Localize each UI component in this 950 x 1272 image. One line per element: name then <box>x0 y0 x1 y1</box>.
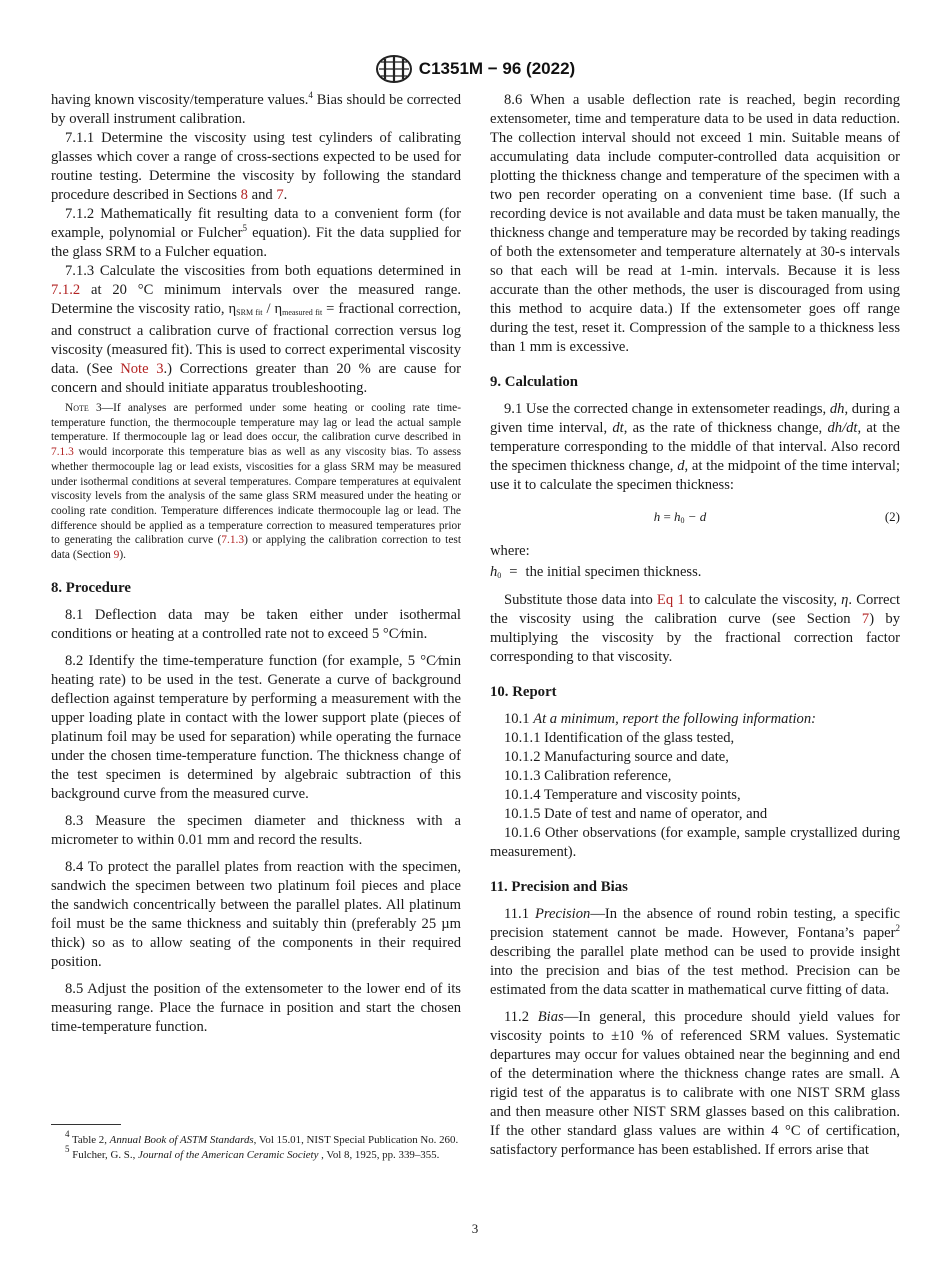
ref-7-1-2-link[interactable]: 7.1.2 <box>51 282 81 298</box>
paragraph-8-4: 8.4 To protect the parallel plates from reaction with the specimen, sandwich the specimen between two platinum foil pieces and place the sandwich concentrically between the parallel plates. All platinum foil must be the same thickness and suitably thin (preferably 25 µm thick) so as to allow seating of the components in their required position. <box>51 858 461 970</box>
note-section-9-link[interactable]: 9 <box>113 549 120 562</box>
right-column <box>490 91 900 1160</box>
equation-number: (2) <box>884 509 900 524</box>
variable-symbol: h0 <box>490 564 502 580</box>
heading-report: 10. Report <box>490 684 557 700</box>
document-id: C1351M − 96 (2022) <box>418 59 576 78</box>
note-ref-7-1-3-link[interactable]: 7.1.3 <box>51 446 74 459</box>
page-number: 3 <box>471 1221 479 1236</box>
paragraph-11-2: 11.2 Bias—In general, this procedure should yield values for viscosity points to ±10 % of referenced SRM values. Systematic departures may occur for values obtained near the beginning and end of the determination where the thickness change rates are small. A rigid test of the apparatus is to calibrate with one NIST SRM glass and then measure other NIST SRM glasses based on this calibration. If the other standard glass values are within 4 °C of certification, satisfactory performance has been established. If errors arise that <box>490 1009 900 1158</box>
section-8-link[interactable]: 8 <box>240 187 248 203</box>
variable-equals: = <box>509 564 518 580</box>
section-7-link-2[interactable]: 7 <box>861 611 870 627</box>
variable-definition <box>490 563 900 585</box>
note-3: Note 3—If analyses are performed under some heating or cooling rate time-temperature function, the thermocouple temperature may lag or lead the actual sample temperature. If thermocouple lag or lead does occur, the calibration curve described in 7.1.3 would incorporate this temperature bias as well as any viscosity bias. To assess whether thermocouple lag or lead exists, viscosities for a glass SRM may be measured under isothermal conditions at several temperatures. Compare temperatures at equivalent viscosity levels from the analysis of the same glass SRM measured under the heating or cooling rate condition. Temperature differences indicate thermocouple lag or lead. The difference should be applied as a temperature correction to measured temperatures prior to generating the calibration curve (7.1.3) or applying the calibration correction to test data (Section 9). <box>51 402 461 562</box>
equation-2 <box>490 507 900 530</box>
paragraph-8-1: 8.1 Deflection data may be taken either under isothermal conditions or heating at a controlled rate not to exceed 5 °C⁄min. <box>51 606 461 642</box>
paragraph-7-1-1: 7.1.1 Determine the viscosity using test cylinders of calibrating glasses which cover a range of cross-sections expected to be used for routine testing. Determine the viscosity by following the standard procedure described in Sections 8 and 7. <box>51 130 461 203</box>
report-10-1-3: 10.1.3 Calibration reference, <box>504 768 672 784</box>
note-3-link[interactable]: Note 3 <box>120 361 164 377</box>
paragraph-8-6: 8.6 When a usable deflection rate is reached, begin recording extensometer, time and temperature data to be used in data reduction. The collection interval should not exceed 1 min. Suitable means of accumulating data include computer-controlled data acquisition or plotting the thickness change and temperature of the specimen with a two pen recorder operating on a convenient time base. (If such a recording device is not available and data must be taken manually, the thickness change and temperature may be recorded by taking readings of both the extensometer and temperature alternately at 30-s intervals so that each will be read at 1-min. intervals. Because it is less accurate than the other methods, the user is discouraged from using this method to acquire data.) If the extensometer goes off range during the test, reset it. Compression of the sample to a thickness less than 1 mm is excessive. <box>490 92 900 355</box>
paragraph-8-2: 8.2 Identify the time-temperature function (for example, 5 °C⁄min heating rate) to be used in the test. Generate a curve of background deflection against temperature by performing a measurement with the upper loading plate in contact with the lower support plate (pieces of platinum foil may be used for separation) while operating the furnace under the chosen time-temperature function. The thickness change of the test specimen is determined by algebraic subtraction of this background curve from the measured curve. <box>51 652 461 802</box>
variable-meaning: the initial specimen thickness. <box>525 564 702 580</box>
report-10-1-1: 10.1.1 Identification of the glass tested, <box>504 730 735 746</box>
left-column <box>51 91 461 1037</box>
footnote-4: $^4$ Table 2, Annual Book of ASTM Standards, Vol 15.01, NIST Special Publication No. 260. <box>65 1129 459 1146</box>
paragraph-8-5: 8.5 Adjust the position of the extensometer to the lower end of its measuring range. Place the furnace in position and start the chosen time-temperature function. <box>51 980 461 1035</box>
page-header <box>0 54 950 84</box>
paragraph-intro: having known viscosity/temperature values.$^4$ Bias should be corrected by overall instrument calibration. <box>51 90 462 127</box>
heading-procedure: 8. Procedure <box>51 579 131 596</box>
heading-calculation: 9. Calculation <box>490 374 578 390</box>
report-10-1: 10.1 At a minimum, report the following information: <box>504 711 817 727</box>
eq-1-link[interactable]: Eq 1 <box>656 592 685 608</box>
footnote-divider <box>51 1124 121 1125</box>
section-7-link[interactable]: 7 <box>276 187 284 203</box>
paragraph-9-1: 9.1 Use the corrected change in extensometer readings, dh, during a given time interval, dt, as the rate of thickness change, dh/dt, at the temperature corresponding to the middle of that interval. Also record the specimen thickness change, d, at the midpoint of the time interval; use it to calculate the specimen thickness: <box>490 401 900 493</box>
where-label: where: <box>490 543 530 559</box>
heading-precision-bias: 11. Precision and Bias <box>490 879 628 895</box>
equation-body: h = h0 − d <box>653 509 707 525</box>
footnote-5: $^5$ Fulcher, G. S., Journal of the American Ceramic Society , Vol 8, 1925, pp. 339–355. <box>65 1143 440 1161</box>
note-ref-7-1-3-link-2[interactable]: 7.1.3 <box>221 534 245 547</box>
report-10-1-4: 10.1.4 Temperature and viscosity points, <box>504 787 741 803</box>
report-10-1-6: 10.1.6 Other observations (for example, sample crystallized during measurement). <box>490 825 900 860</box>
paragraph-8-3: 8.3 Measure the specimen diameter and thickness with a micrometer to within 0.01 mm and record the results. <box>51 812 461 848</box>
footnotes <box>51 1129 461 1162</box>
paragraph-11-1: 11.1 Precision—In the absence of round robin testing, a specific precision statement cannot be made. However, Fontana’s paper$^2$ describing the parallel plate method can be used to provide insight into the precision and bias of the test method. Precision can be estimated from the data scatter in mathematical curve fitting of data. <box>490 906 900 998</box>
paragraph-substitute: Substitute those data into Eq 1 to calculate the viscosity, η. Correct the viscosity using the calibration curve (see Section 7) by multiplying the viscosity by the fractional correction factor corresponding to that viscosity. <box>490 592 900 665</box>
report-10-1-5: 10.1.5 Date of test and name of operator, and <box>504 806 768 822</box>
paragraph-7-1-2: 7.1.2 Mathematically fit resulting data to a convenient form (for example, polynomial or Fulcher$^5$ equation). Fit the data supplied for the glass SRM to a Fulcher equation. <box>51 206 461 260</box>
astm-logo-icon <box>375 54 413 84</box>
report-10-1-2: 10.1.2 Manufacturing source and date, <box>504 749 729 765</box>
paragraph-7-1-3: 7.1.3 Calculate the viscosities from both equations determined in 7.1.2 at 20 °C minimum intervals over the measured range. Determine the viscosity ratio, ηSRM fit / ηmeasured fit = fractional correction, and construct a calibration curve of fractional correction versus log viscosity (measured fit). This is used to correct experimental viscosity data. (See Note 3.) Corrections greater than 20 % are cause for concern and should initiate apparatus troubleshooting. <box>51 263 462 396</box>
